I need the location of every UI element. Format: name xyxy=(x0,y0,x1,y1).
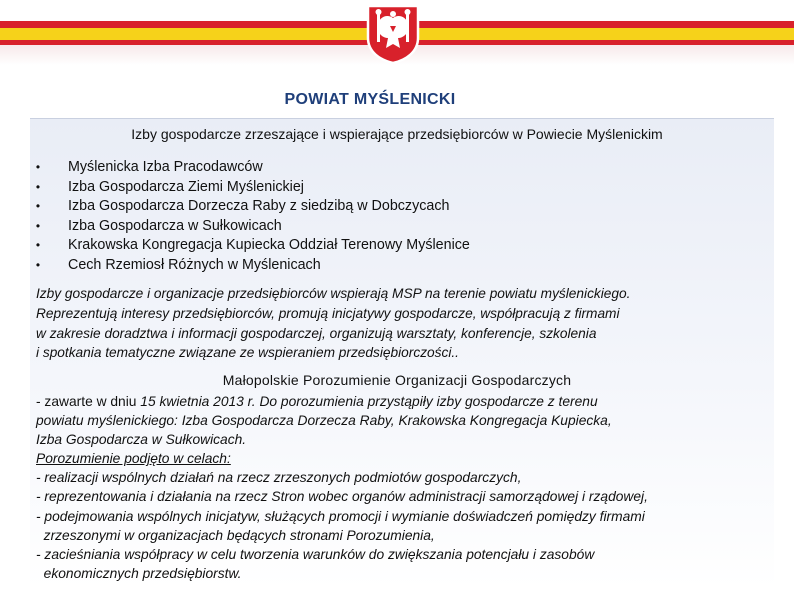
chamber-name: Cech Rzemiosł Różnych w Myślenicach xyxy=(68,256,321,273)
agreement-members: powiatu myślenickiego: Izba Gospodarcza Dorzecza Raby, Krakowska Kongregacja Kupiecka, xyxy=(36,413,612,429)
goal-line: - realizacji wspólnych działań na rzecz zrzeszonych podmiotów gospodarczych, xyxy=(36,470,522,486)
goal-line: - podejmowania wspólnych inicjatyw, służących promocji i wymianie doświadczeń pomiędzy firmami xyxy=(36,508,645,524)
list-item xyxy=(30,178,470,198)
paragraph-line: Reprezentują interesy przedsiębiorców, promują inicjatywy gospodarcze, współpracują z firmami xyxy=(36,305,620,321)
goal-line: ekonomicznych przedsiębiorstw. xyxy=(36,565,242,581)
list-item xyxy=(30,256,470,276)
paragraph-line: Izby gospodarcze i organizacje przedsiębiorców wspierają MSP na terenie powiatu myślenickiego. xyxy=(36,286,631,301)
list-item xyxy=(30,158,470,178)
bullet-icon: • xyxy=(35,218,41,233)
agreement-members: Izba Gospodarcza w Sułkowicach. xyxy=(36,432,247,448)
agreement-heading: Małopolskie Porozumienie Organizacji Gospodarczych xyxy=(222,372,572,388)
coat-of-arms-icon xyxy=(366,4,420,64)
agreement-section xyxy=(36,392,786,583)
chamber-name: Izba Gospodarcza w Sułkowicach xyxy=(68,217,282,234)
intro-suffix: Do porozumienia przystąpiły izby gospodarcze z terenu xyxy=(255,394,598,409)
goals-label: Porozumienie podjęto w celach: xyxy=(36,451,231,467)
agreement-date: 15 kwietnia 2013 r. xyxy=(140,394,256,409)
paragraph-line: w zakresie doradztwa i informacji gospodarczej, organizują warsztaty, konferencje, szkolenia xyxy=(36,325,597,341)
paragraph-line: i spotkania tematyczne związane ze wspieraniem przedsiębiorczości.. xyxy=(36,345,459,361)
list-item xyxy=(30,217,470,237)
bullet-icon: • xyxy=(35,160,41,174)
intro-prefix: - zawarte w dniu xyxy=(36,394,141,409)
section-subtitle: Izby gospodarcze zrzeszające i wspierające przedsiębiorców w Powiecie Myślenickim xyxy=(131,126,663,142)
list-item xyxy=(30,236,470,256)
goal-line: - zacieśniania współpracy w celu tworzenia warunków do zwiększania potencjału i zasobów xyxy=(36,546,595,562)
bullet-icon: • xyxy=(35,257,41,272)
list-item xyxy=(30,197,470,217)
bullet-icon: • xyxy=(35,179,41,194)
agreement-intro xyxy=(36,392,786,411)
bullet-icon: • xyxy=(35,238,41,252)
description-paragraph xyxy=(36,284,776,363)
page-title: POWIAT MYŚLENICKI xyxy=(284,91,456,108)
chambers-list xyxy=(30,158,470,275)
chamber-name: Izba Gospodarcza Ziemi Myślenickiej xyxy=(68,178,304,195)
goal-line: zrzeszonymi w organizacjach będących stronami Porozumienia, xyxy=(36,527,435,543)
chamber-name: Myślenicka Izba Pracodawców xyxy=(68,159,263,175)
goal-line: - reprezentowania i działania na rzecz Stron wobec organów administracji samorządowej i rządowej, xyxy=(36,489,648,505)
chamber-name: Krakowska Kongregacja Kupiecka Oddział Terenowy Myślenice xyxy=(68,237,470,253)
chamber-name: Izba Gospodarcza Dorzecza Raby z siedzibą w Dobczycach xyxy=(68,198,450,214)
bullet-icon: • xyxy=(35,199,41,213)
